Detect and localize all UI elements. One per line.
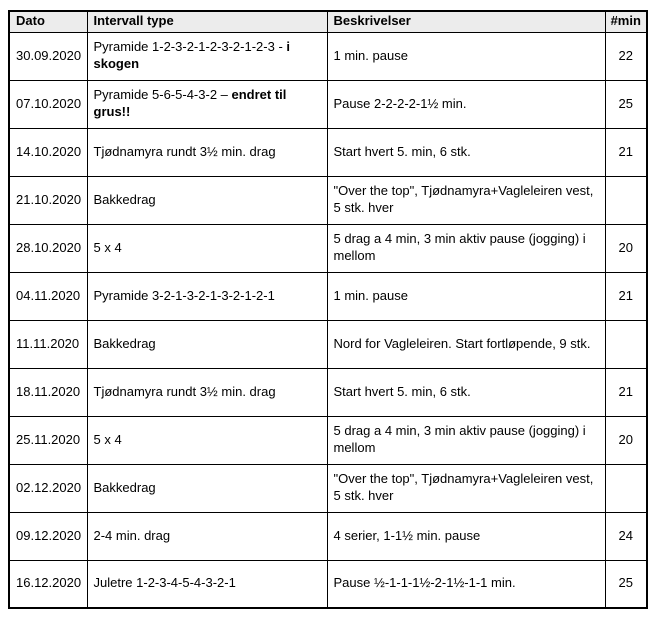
interval-cell [87,176,327,224]
date-cell: 09.12.2020 [9,512,87,560]
interval-cell [87,320,327,368]
interval-text: Pyramide 5-6-5-4-3-2 – [93,87,232,103]
date-cell: 14.10.2020 [9,128,87,176]
table-row [9,512,647,560]
interval-cell [87,128,327,176]
description-cell: 5 drag a 4 min, 3 min aktiv pause (jogging) i mellom [327,224,605,272]
minutes-cell: 20 [605,224,647,272]
description-cell: Start hvert 5. min, 6 stk. [327,128,605,176]
description-cell: "Over the top", Tjødnamyra+Vagleleiren vest, 5 stk. hver [327,176,605,224]
description-cell: Pause ½-1-1-1½-2-1½-1-1 min. [327,560,605,608]
interval-cell [87,368,327,416]
table-row [9,128,647,176]
table-row [9,368,647,416]
interval-text: Pyramide 1-2-3-2-1-2-3-2-1-2-3 - [93,39,287,55]
training-table [8,10,648,609]
table-row [9,224,647,272]
minutes-cell [605,464,647,512]
description-cell: Start hvert 5. min, 6 stk. [327,368,605,416]
date-cell: 21.10.2020 [9,176,87,224]
interval-text-bold: i skogen [93,39,291,71]
minutes-cell: 21 [605,128,647,176]
interval-text: Tjødnamyra rundt 3½ min. drag [93,143,276,159]
description-cell: 1 min. pause [327,32,605,80]
date-cell: 04.11.2020 [9,272,87,320]
date-cell: 28.10.2020 [9,224,87,272]
interval-text: 5 x 4 [93,431,122,447]
interval-cell [87,272,327,320]
date-cell: 18.11.2020 [9,368,87,416]
minutes-cell: 21 [605,272,647,320]
description-cell: 1 min. pause [327,272,605,320]
table-row [9,176,647,224]
interval-text: 2-4 min. drag [93,527,171,543]
minutes-cell [605,176,647,224]
table-row [9,320,647,368]
interval-text: Juletre 1-2-3-4-5-4-3-2-1 [93,575,236,591]
minutes-cell: 24 [605,512,647,560]
column-header-dato: Dato [9,11,87,32]
minutes-cell [605,320,647,368]
table-row [9,32,647,80]
interval-text: Bakkedrag [93,335,156,351]
column-header-intervall-type: Intervall type [87,11,327,32]
minutes-cell: 20 [605,416,647,464]
date-cell: 11.11.2020 [9,320,87,368]
column-header-beskrivelser: Beskrivelser [327,11,605,32]
column-header-min: #min [605,11,647,32]
description-cell: "Over the top", Tjødnamyra+Vagleleiren vest, 5 stk. hver [327,464,605,512]
interval-text-bold: endret til grus!! [93,87,287,119]
interval-text: Bakkedrag [93,479,156,495]
table-row [9,80,647,128]
table-row [9,560,647,608]
table-row [9,464,647,512]
table-header-row [9,11,647,32]
interval-cell [87,560,327,608]
interval-cell [87,464,327,512]
minutes-cell: 22 [605,32,647,80]
date-cell: 30.09.2020 [9,32,87,80]
table-row [9,416,647,464]
description-cell: 5 drag a 4 min, 3 min aktiv pause (jogging) i mellom [327,416,605,464]
interval-cell [87,80,327,128]
date-cell: 16.12.2020 [9,560,87,608]
minutes-cell: 25 [605,560,647,608]
description-cell: Pause 2-2-2-2-1½ min. [327,80,605,128]
interval-text: Pyramide 3-2-1-3-2-1-3-2-1-2-1 [93,287,275,303]
description-cell: 4 serier, 1-1½ min. pause [327,512,605,560]
interval-text: 5 x 4 [93,239,122,255]
minutes-cell: 21 [605,368,647,416]
date-cell: 25.11.2020 [9,416,87,464]
interval-cell [87,512,327,560]
description-cell: Nord for Vagleleiren. Start fortløpende, 9 stk. [327,320,605,368]
interval-text: Bakkedrag [93,191,156,207]
date-cell: 07.10.2020 [9,80,87,128]
table-row [9,272,647,320]
interval-cell [87,416,327,464]
interval-cell [87,32,327,80]
date-cell: 02.12.2020 [9,464,87,512]
minutes-cell: 25 [605,80,647,128]
interval-cell [87,224,327,272]
interval-text: Tjødnamyra rundt 3½ min. drag [93,383,276,399]
